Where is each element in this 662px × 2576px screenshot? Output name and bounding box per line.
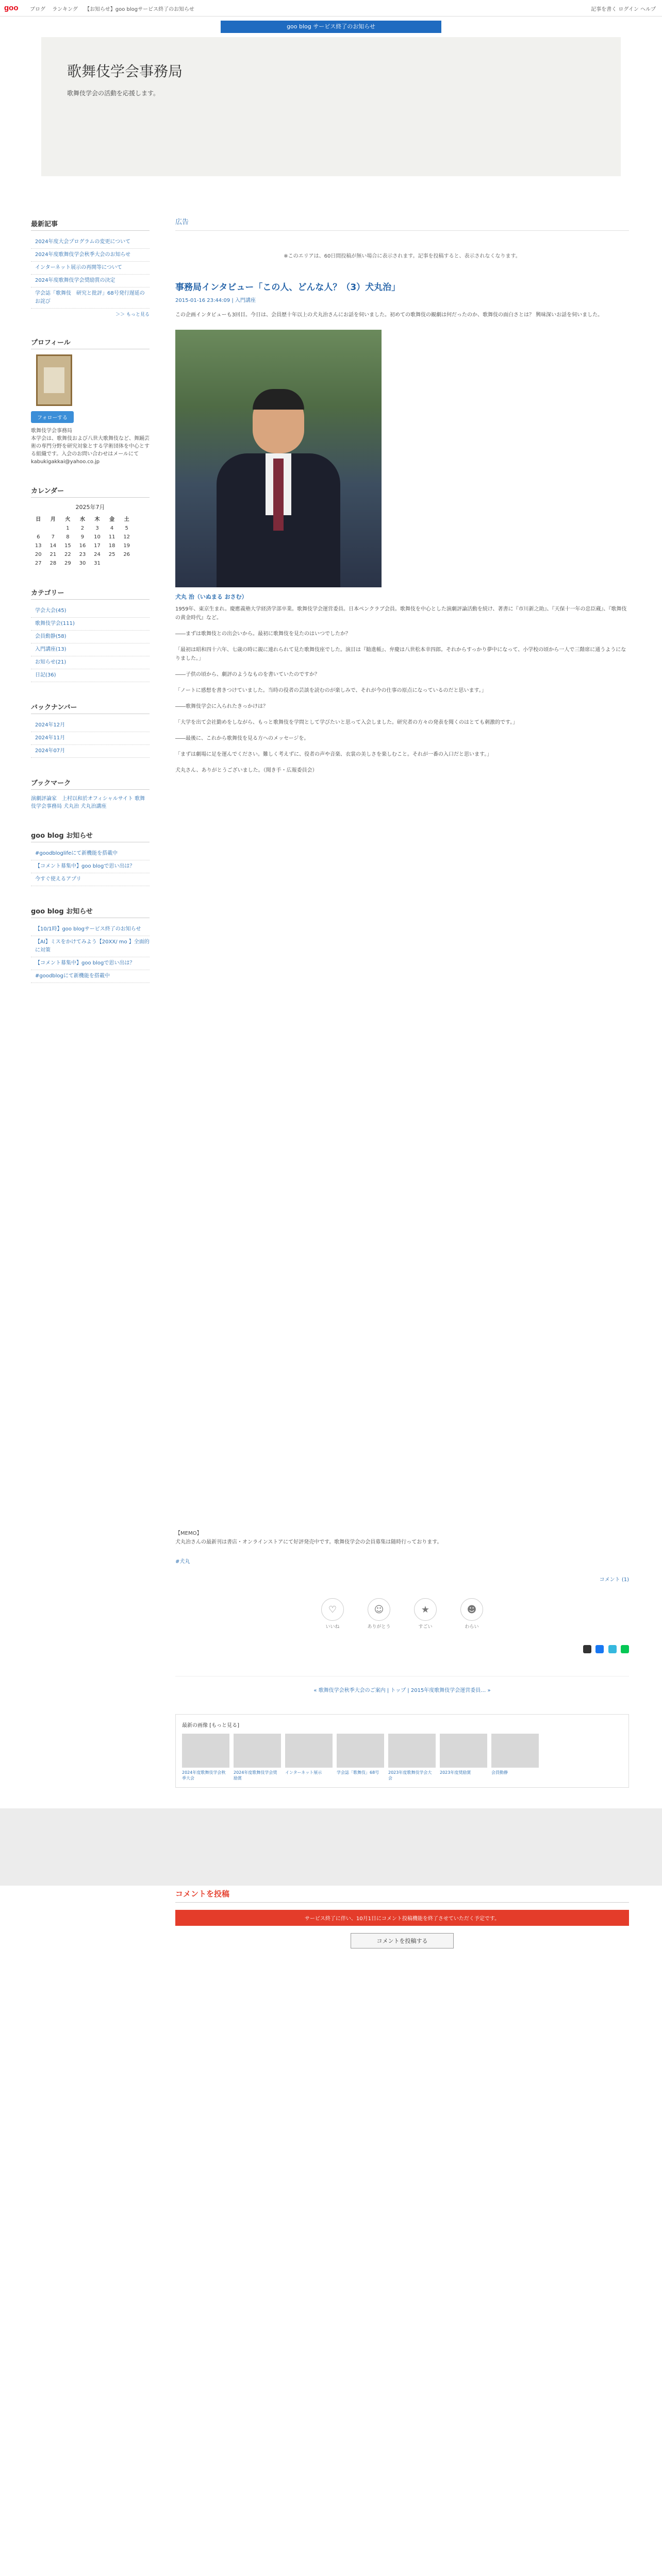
goo-blog-item[interactable]: 【コメント募集中】goo blogで思い出は？ [31,957,150,970]
calendar-weekday: 水 [79,517,85,522]
profile-heading: プロフィール [31,335,150,349]
follow-button[interactable]: フォローする [31,411,74,423]
question-4: ――最後に、これから歌舞伎を見る方へのメッセージを。 [175,736,309,741]
goo-blog-item[interactable]: 【AI】ミスをかけてみよう【20XX/ mo 】全面的に対策 [31,936,150,957]
laugh-icon: ☻ [460,1598,483,1621]
post-comment-notice[interactable]: サービス終了に伴い、10月1日にコメント投稿機能を終了させていただく予定です。 [175,1910,629,1926]
calendar-day: 23 [79,552,86,557]
reaction-label: すごい [418,1624,433,1630]
categories [31,585,150,682]
question-3: ――歌舞伎学会に入られたきっかけは？ [175,704,268,709]
recent-image-thumb[interactable] [491,1734,539,1781]
calendar-day: 5 [125,526,128,531]
answer-4: 「まずは劇場に足を運んでください。難しく考えずに、役者の声や音楽、衣裳の美しさを楽しむこと。それが一番の入口だと思います。」 [175,752,492,757]
inactive-notice: ※このエリアは、60日間投稿が無い場合に表示されます。記事を投稿すると、表示されなくなります。 [284,253,521,259]
great-icon: ★ [414,1598,437,1621]
calendar-day: 16 [79,543,86,549]
calendar-day: 6 [37,534,40,540]
backnumbers [31,700,150,758]
recent-post-item[interactable]: 学会誌「歌舞伎 研究と批評」68号発行遅延のお詫び [31,287,150,309]
photo-caption: 犬丸 治（いぬまる おさむ） [175,594,247,600]
thumb-caption[interactable]: インターネット展示 [285,1770,322,1775]
recent-post-item[interactable]: 2024年度歌舞伎学会奨励賞の決定 [31,275,150,287]
category-item[interactable]: お知らせ(21) [31,656,150,669]
goo-blog-heading-2: goo blog お知らせ [31,904,150,918]
calendar-day: 12 [123,534,130,540]
recent-image-thumb[interactable] [388,1734,436,1781]
goo-blog-item[interactable]: 【コメント募集中】goo blogで思い出は？ [31,860,150,873]
outro: 犬丸さん、ありがとうございました。（聞き手・広報委員会） [175,768,318,773]
calendar-weekday: 木 [94,517,100,522]
calendar-day: 3 [95,526,99,531]
thumb-caption[interactable]: 学会誌「歌舞伎」68号 [337,1770,379,1775]
calendar-day [46,524,61,533]
calendar-day: 13 [35,543,42,549]
share-buttons [175,1645,629,1655]
scroll-gap-band [0,1808,662,1886]
recent-image-thumb[interactable] [285,1734,333,1781]
interviewee-photo [175,330,382,587]
comment-count-link[interactable]: コメント (1) [599,1577,629,1583]
calendar-day: 30 [79,561,86,566]
backnumber-item[interactable]: 2024年11月 [31,732,150,745]
calendar-day: 20 [35,552,42,557]
recent-image-thumb[interactable] [440,1734,487,1781]
x-share-icon[interactable] [583,1645,591,1653]
memo-heading: 【MEMO】 [175,1531,202,1536]
recent-image-thumb[interactable] [337,1734,384,1781]
thumb-caption[interactable]: 2023年度奨励賞 [440,1770,471,1775]
entry-pager[interactable]: « 歌舞伎学会秋季大会のご案内 | トップ | 2015年度歌舞伎学会運営委員… » [175,1676,629,1693]
top-nav-notice[interactable]: 【お知らせ】goo blogサービス終了のお知らせ [85,7,194,12]
profile-paragraph: 1959年、東京生まれ。慶應義塾大学経済学部卒業。歌舞伎学会運営委員。日本ペンクラブ会員。歌舞伎を中心とした演劇評論活動を続け、著書に『市川新之助』、『天保十一年の忠臣蔵』、『歌舞伎の黄金時代』など。 [175,606,627,621]
goo-blog-item[interactable]: 今すぐ使えるアプリ [31,873,150,886]
thumb-caption[interactable]: 2024年度歌舞伎学会秋季大会 [182,1770,226,1781]
goo-blog-item[interactable]: 【10/1時】goo blogサービス終了のお知らせ [31,923,150,936]
blog-title[interactable]: 歌舞伎学会事務局 [67,63,183,79]
recent-images [175,1714,629,1788]
category-item[interactable]: 学会大会(45) [31,605,150,618]
calendar-day: 29 [64,561,71,566]
goo-blog-heading: goo blog お知らせ [31,828,150,842]
entry-title[interactable]: 事務局インタビュー「この人、どんな人？（3）犬丸治」 [175,282,401,293]
bookmark-heading: ブックマーク [31,775,150,790]
calendar-day: 10 [94,534,101,540]
ad-label: 広告 [175,216,629,231]
goo-blog-notices-2 [31,904,150,983]
calendar-day: 21 [49,552,57,557]
calendar-weekday: 日 [36,517,41,522]
profile-name: 歌舞伎学会事務局 [31,428,72,434]
backnumber-item[interactable]: 2024年07月 [31,745,150,758]
calendar-day: 11 [108,534,115,540]
calendar-day: 19 [123,543,130,549]
calendar [31,483,150,568]
calendar-day: 1 [66,526,70,531]
reaction-laugh[interactable] [459,1598,485,1630]
profile-text: 本学会は、歌舞伎および八世大歌舞伎など、舞踊芸術の専門分野を研究対象とする学術団体を中心とする組織です。入会のお問い合わせはメールにてkabukigakkai@yahoo.co.jp [31,436,150,465]
answer-1: 「最初は昭和四十六年、七歳の時に親に連れられて見た歌舞伎座でした。演目は『勧進帳』、弁慶は八世松本幸四郎。それからすっかり夢中になって、小学校の頃から一人で三階席に通うようになりました。」 [175,647,626,662]
top-nav-blog[interactable]: ブログ [30,7,45,12]
profile-image [36,354,72,406]
recent-image-thumb[interactable] [182,1734,229,1781]
calendar-weekday: 金 [109,517,115,522]
hatena-share-icon[interactable] [608,1645,617,1653]
post-comment-button[interactable]: コメントを投稿する [351,1933,454,1948]
calendar-day: 18 [108,543,115,549]
reaction-thanks[interactable] [366,1598,392,1630]
entry-body [175,311,629,319]
calendar-day: 26 [123,552,130,557]
category-item[interactable]: 日記(36) [31,669,150,682]
recent-posts-heading: 最新記事 [31,216,150,231]
reaction-label: いいね [325,1624,340,1630]
calendar-heading: カレンダー [31,483,150,498]
category-item[interactable]: 入門講座(13) [31,643,150,656]
blog-subtitle: 歌舞伎学会の活動を応援します。 [67,90,160,97]
calendar-day: 25 [108,552,115,557]
main-content [175,216,629,1948]
category-item[interactable]: 歌舞伎学会(111) [31,618,150,631]
service-end-link[interactable]: goo blog サービス終了のお知らせ [221,21,441,33]
entry-intro: この企画インタビューも3回目。今日は、会員歴十年以上の犬丸治さんにお話を伺いました。初めての歌舞伎の観劇は何だったのか、歌舞伎の面白さとは？ 興味深いお話を伺いました。 [175,312,603,318]
goo-blog-item[interactable]: #goodblogにて新機能を搭載中 [31,970,150,983]
calendar-day: 9 [80,534,85,540]
post-comment-heading: コメントを投稿 [175,1888,629,1903]
calendar-day: 7 [51,534,55,540]
calendar-day: 22 [64,552,71,557]
calendar-day: 15 [64,543,71,549]
article-continuation-spacer [175,782,629,1529]
calendar-table [31,513,134,568]
recent-posts [31,216,150,317]
reaction-label: わらい [465,1624,479,1630]
top-bar [0,0,662,16]
more-posts-link[interactable]: ＞＞ もっと見る [115,312,150,317]
calendar-weekday: 土 [124,517,129,522]
thumb-caption[interactable]: 会員動静 [491,1770,508,1775]
category-item[interactable]: 会員動静(58) [31,631,150,643]
service-end-banner [0,16,662,37]
question-1: ――まずは歌舞伎との出会いから。最初に歌舞伎を見たのはいつでしたか？ [175,631,351,637]
recent-post-item[interactable]: インターネット展示の再開等について [31,262,150,275]
backnumber-item[interactable]: 2024年12月 [31,719,150,732]
top-right-links[interactable]: 記事を書く ログイン ヘルプ [591,7,656,12]
calendar-weekday: 月 [50,517,56,522]
calendar-month: 2025年7月 [75,504,105,511]
calendar-weekday: 火 [65,517,71,522]
reaction-buttons [175,1598,629,1630]
recent-post-item[interactable]: 2024年度歌舞伎学会秋季大会のお知らせ [31,249,150,262]
question-2: ――子供の頃から、劇評のようなものを書いていたのですか？ [175,672,320,677]
calendar-day: 4 [110,526,114,531]
line-share-icon[interactable] [621,1645,629,1653]
top-nav [30,5,200,12]
entry-date[interactable]: 2015-01-16 23:44:09 | 入門講座 [175,298,256,303]
thumb-caption[interactable]: 2024年度歌舞伎学会奨励賞 [234,1770,277,1781]
recent-post-item[interactable]: 2024年度大会プログラムの変更について [31,236,150,249]
thanks-icon: ☺ [368,1598,390,1621]
backnumber-heading: バックナンバー [31,700,150,714]
calendar-day: 24 [94,552,101,557]
entry-tag[interactable]: #犬丸 [175,1559,190,1565]
calendar-day [119,559,134,568]
recent-image-thumb[interactable] [234,1734,281,1781]
facebook-share-icon[interactable] [595,1645,604,1653]
categories-heading: カテゴリー [31,585,150,600]
blog-header [41,37,621,176]
calendar-day: 27 [35,561,42,566]
reaction-great[interactable] [412,1598,438,1630]
profile [31,335,150,466]
interview-body [175,605,629,775]
calendar-day [31,524,46,533]
answer-2: 「ノートに感想を書きつけていました。当時の役者の芸談を読むのが楽しみで、それが今の仕事の原点になっているのだと思います。」 [175,688,487,693]
thumb-caption[interactable]: 2023年度歌舞伎学会大会 [388,1770,432,1781]
sidebar [31,216,150,1001]
goo-logo[interactable]: goo [4,4,19,12]
bookmark-links[interactable]: 演劇評論家 上村以和於オフィシャルサイト 歌舞伎学会事務局 犬丸治 犬丸治講座 [31,796,145,809]
goo-blog-notices [31,828,150,886]
calendar-day: 8 [66,534,70,540]
reaction-label: ありがとう [367,1624,391,1630]
goo-blog-item[interactable]: #goodbloglifeにて新機能を搭載中 [31,848,150,860]
calendar-day: 28 [49,561,57,566]
calendar-day: 14 [49,543,57,549]
reaction-like[interactable] [320,1598,345,1630]
calendar-day: 2 [80,526,85,531]
memo-text: 犬丸治さんの最新刊は書店・オンラインストアにて好評発売中です。歌舞伎学会の会員募集は随時行っております。 [175,1539,442,1545]
top-nav-ranking[interactable]: ランキング [52,7,78,12]
like-icon: ♡ [321,1598,344,1621]
answer-3: 「大学を出て会社勤めをしながら、もっと歌舞伎を学問として学びたいと思って入会しました。研究者の方々の発表を聞くのはとても刺激的です。」 [175,720,518,725]
calendar-day: 17 [94,543,101,549]
calendar-day: 31 [94,561,101,566]
memo-box [175,1529,629,1547]
calendar-day [105,559,120,568]
recent-images-heading[interactable]: 最新の画像 [もっと見る] [182,1723,239,1728]
bookmarks [31,775,150,810]
